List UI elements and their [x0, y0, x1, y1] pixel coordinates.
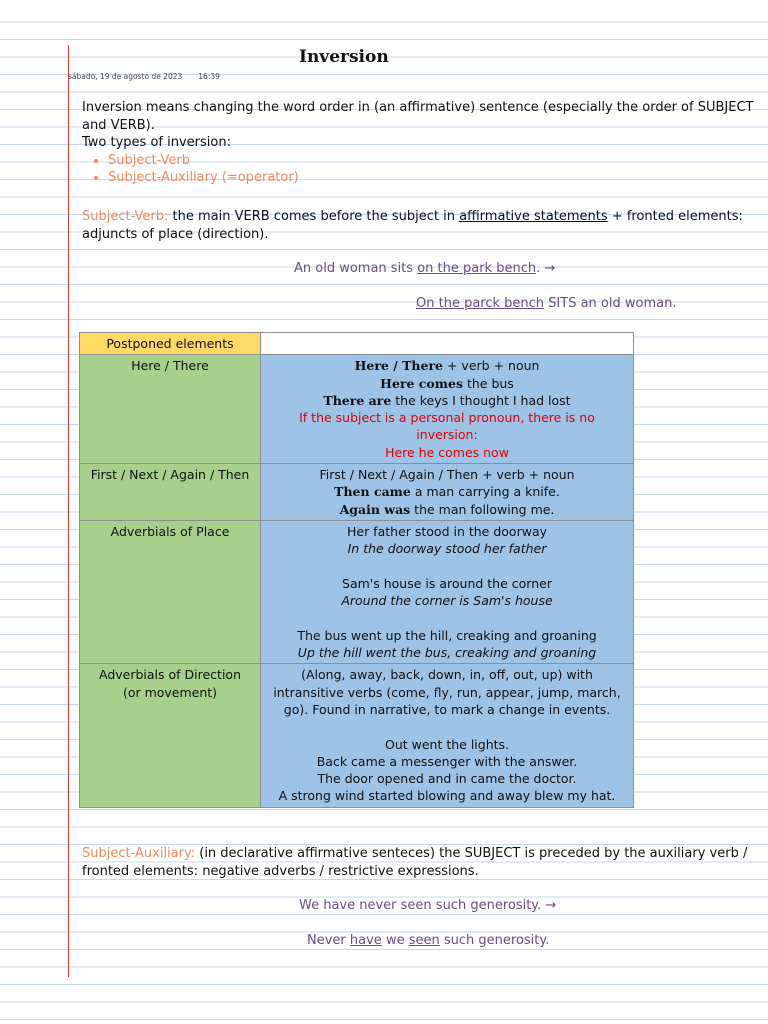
pronoun-note: If the subject is a personal pronoun, there is no inversion: [299, 410, 595, 443]
type-item-subject-verb: • Subject-Verb [108, 152, 762, 170]
sv-example-1-start: An old woman sits [294, 261, 418, 276]
plain-sentence: The bus went up the hill, creaking and groaning [297, 627, 597, 643]
margin-line [68, 45, 69, 977]
line-rest: the bus [462, 375, 514, 391]
bold-phrase: Here / There [354, 358, 444, 374]
sv-example-2 [416, 296, 676, 311]
subject-auxiliary-definition [82, 845, 762, 880]
bold-phrase: Then came [334, 484, 411, 500]
sa-example-2-underlined: seen [408, 933, 440, 948]
direction-description: (Along, away, back, down, in, off, out, up) with intransitive verbs (come, fly, run, appear, jump, march, go). Found in narrative, to mark a change in events. [273, 667, 621, 717]
subject-verb-underlined: affirmative statements [459, 209, 608, 224]
sv-example-2-end: SITS an old woman. [544, 296, 677, 311]
subject-verb-definition [82, 208, 762, 243]
row-content-here-there [261, 355, 634, 464]
pronoun-example: Here he comes now [385, 444, 509, 460]
content-line [267, 357, 627, 374]
table-header-cell: Postponed elements [80, 333, 261, 355]
row-label-adverbials-place: Adverbials of Place [80, 520, 261, 663]
plain-sentence: Sam's house is around the corner [342, 575, 552, 591]
direction-example: The door opened and in came the doctor. [317, 771, 577, 787]
plain-sentence: Her father stood in the doorway [346, 523, 547, 539]
intro-block [82, 99, 762, 187]
bold-phrase: Here comes [380, 375, 463, 391]
inverted-sentence: Up the hill went the bus, creaking and groaning [297, 645, 597, 661]
sv-example-1 [294, 261, 555, 276]
subject-auxiliary-text: (in declarative affirmative senteces) the SUBJECT is preceded by the auxiliary verb / fronted elements: negative adverbs / restrictive expressions. [82, 846, 748, 879]
spacer [267, 558, 627, 575]
line-rest: the man following me. [410, 501, 555, 517]
row-content-first-next [261, 464, 634, 521]
direction-example: Out went the lights. [384, 736, 510, 752]
page-timestamp [68, 72, 220, 81]
spacer [267, 609, 627, 626]
bold-phrase: Again was [339, 501, 411, 517]
table-header-empty-cell [261, 333, 634, 355]
bold-phrase: There are [323, 392, 392, 408]
content-line [267, 375, 627, 392]
line-rest: a man carrying a knife. [410, 484, 560, 500]
subject-verb-label: Subject-Verb: [82, 209, 169, 224]
type-item-subject-auxiliary: • Subject-Auxiliary (=operator) [108, 169, 762, 187]
content-line [267, 483, 627, 500]
subject-verb-text: the main VERB comes before the subject in [168, 209, 460, 224]
subject-verb-text-end: + fronted elements: adjuncts of place (direction). [82, 209, 743, 242]
sa-example-2 [307, 933, 549, 948]
table-row-adverbials-direction [80, 664, 634, 807]
sa-example-2-underlined: have [349, 933, 382, 948]
spacer [267, 718, 627, 735]
row-label-line: Adverbials of Direction [98, 667, 241, 683]
inverted-sentence: In the doorway stood her father [347, 541, 547, 557]
postponed-elements-table [79, 332, 634, 808]
direction-example: Back came a messenger with the answer. [316, 753, 578, 769]
content-line [267, 501, 627, 518]
content-line [267, 392, 627, 409]
inverted-sentence: Around the corner is Sam's house [341, 593, 553, 609]
sa-example-2-part: we [381, 933, 409, 948]
page-time: 16:39 [198, 72, 220, 81]
sv-example-2-underlined: On the parck bench [416, 296, 545, 311]
row-label-here-there: Here / There [80, 355, 261, 464]
row-content-adverbials-place [261, 520, 634, 663]
sa-example-2-part: Never [307, 933, 350, 948]
table-row-adverbials-place [80, 520, 634, 663]
types-list [82, 152, 762, 187]
table-row-here-there [80, 355, 634, 464]
sv-example-1-underlined: on the park bench [417, 261, 537, 276]
types-heading: Two types of inversion: [82, 135, 231, 150]
table-row-first-next [80, 464, 634, 521]
row-label-line: (or movement) [122, 684, 218, 700]
row-content-adverbials-direction [261, 664, 634, 807]
sa-example-2-part: such generosity. [439, 933, 550, 948]
page-title: Inversion [299, 47, 389, 67]
sv-example-1-end: . → [536, 261, 556, 276]
line-rest: + verb + noun [443, 358, 540, 374]
intro-text: Inversion means changing the word order in (an affirmative) sentence (especially the order of SUBJECT and VERB). [82, 100, 754, 133]
table-header-row [80, 333, 634, 355]
page-date: sábado, 19 de agosto de 2023 [68, 72, 183, 81]
line-rest: the keys I thought I had lost [391, 392, 571, 408]
sa-example-1: We have never seen such generosity. → [299, 898, 557, 913]
direction-example: A strong wind started blowing and away blew my hat. [278, 788, 616, 804]
content-line: First / Next / Again / Then + verb + noun [319, 467, 575, 483]
subject-auxiliary-label: Subject-Auxiliary: [82, 846, 196, 861]
row-label-first-next: First / Next / Again / Then [80, 464, 261, 521]
row-label-adverbials-direction [80, 664, 261, 807]
